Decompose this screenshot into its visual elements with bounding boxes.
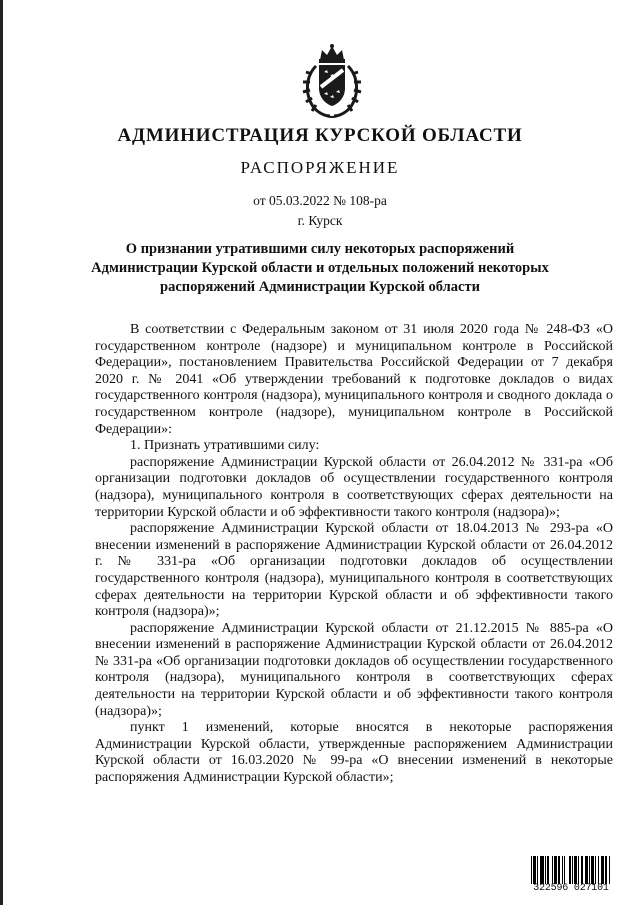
barcode-number: 322596 027101 [533, 883, 609, 894]
list-paragraph: распоряжение Администрации Курской области от 26.04.2012 № 331-ра «Об организации подготовки докладов об осуществлении государственного контроля (надзора), муниципального контроля в соответствующих сферах деятельности на территории Курской области и об эффективности такого контроля (надзора)»; [95, 454, 613, 520]
list-paragraph: распоряжение Администрации Курской области от 21.12.2015 № 885-ра «О внесении изменений в распоряжение Администрации Курской области от 26.04.2012 № 331-ра «Об организации подготовки докладов об осуществлении государственного контроля (надзора), муниципального контроля в соответствующих сферах деятельности на территории Курской области и об эффективности такого контроля (надзора)»; [95, 620, 613, 719]
document-type: РАСПОРЯЖЕНИЕ [240, 158, 400, 177]
document-title-line: распоряжений Администрации Курской области [160, 279, 480, 295]
document-barcode [531, 856, 611, 896]
document-title-line: Администрации Курской области и отдельных положений некоторых [91, 260, 549, 276]
document-date-number: от 05.03.2022 № 108-ра [253, 193, 387, 208]
barcode-bars [531, 856, 611, 884]
document-body [95, 322, 613, 787]
document-title-line: О признании утратившими силу некоторых распоряжений [125, 241, 515, 257]
list-paragraph: распоряжение Администрации Курской области от 18.04.2013 № 293-ра «О внесении изменений в распоряжение Администрации Курской области от 26.04.2012 г. № 331-ра «Об организации подготовки докладов об осуществлении государственного контроля (надзора), муниципального контроля в соответствующих сферах деятельности на территории Курской области и об эффективности такого контроля (надзора)»; [95, 521, 613, 620]
preamble-paragraph: В соответствии с Федеральным законом от 31 июля 2020 года № 248-ФЗ «О государственном контроле (надзоре) и муниципальном контроле в Российской Федерации», постановлением Правительства Российской Федерации от 7 декабря 2020 г. № 2041 «Об утверждении требований к подготовке докладов о видах государственного контроля (надзора), муниципального контроля и сводного доклада о государственном контроле (надзоре), муниципальном контроле в Российской Федерации»: [95, 322, 613, 437]
list-paragraph: пункт 1 изменений, которые вносятся в некоторые распоряжения Администрации Курской области, утвержденные распоряжением Администрации Курской области от 16.03.2020 № 99-ра «О внесении изменений в некоторые распоряжения Администрации Курской области»; [95, 720, 613, 786]
document-title [0, 240, 640, 297]
coat-of-arms-emblem [300, 42, 364, 120]
organization-name: АДМИНИСТРАЦИЯ КУРСКОЙ ОБЛАСТИ [117, 125, 523, 146]
document-city: г. Курск [297, 213, 343, 228]
barcode-bar [610, 856, 611, 884]
item-paragraph: 1. Признать утратившими силу: [130, 438, 320, 454]
